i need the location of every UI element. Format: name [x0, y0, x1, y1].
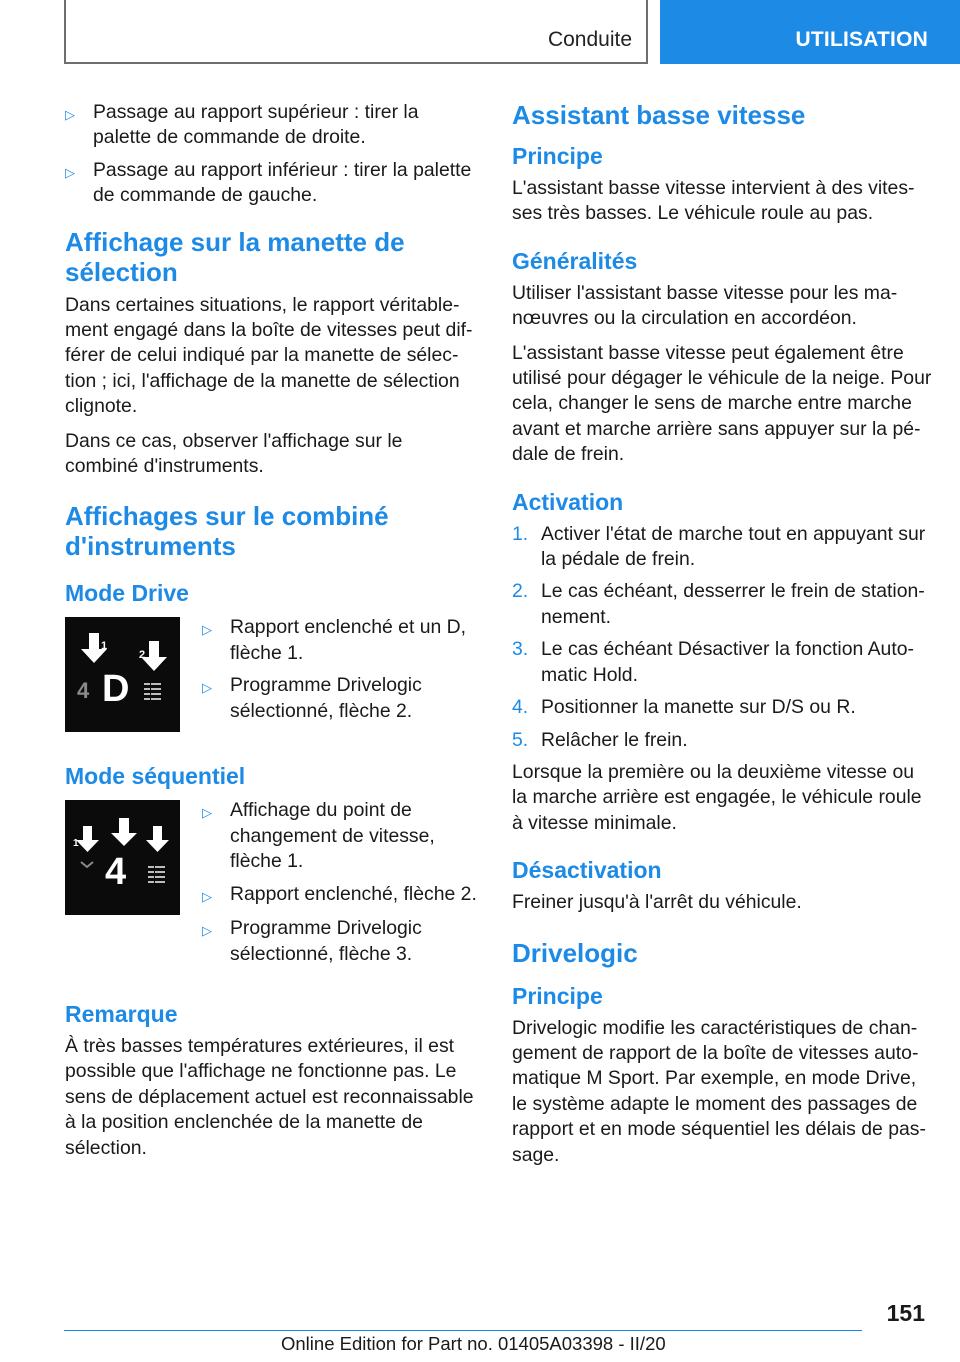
drive-mode-legend: [202, 615, 477, 731]
step-number: 5.: [512, 728, 529, 751]
arrow-number-label: 1: [101, 640, 108, 653]
paragraph: Freiner jusqu'à l'arrêt du véhicule.: [512, 891, 802, 914]
step-text: Positionner la manette sur D/S ou R.: [541, 696, 856, 719]
list-item-text: Programme Drivelogic sélectionné, flèche 2.: [230, 674, 422, 722]
step-text: Relâcher le frein.: [541, 728, 688, 751]
triangle-bullet-icon: ▷: [202, 622, 212, 638]
arrow-down-icon: [76, 826, 99, 852]
chapter-title: UTILISATION: [795, 28, 928, 51]
list-item-text: Rapport enclenché, flèche 2.: [230, 882, 477, 905]
small-gear-label: 4: [77, 678, 90, 704]
triangle-bullet-icon: ▷: [65, 107, 75, 122]
list-item: [512, 728, 932, 753]
heading-cluster-display: Affichages sur le combiné d'instruments: [65, 501, 389, 562]
drive-mode-display-svg: [65, 617, 180, 732]
arrow-number-label: 2: [139, 649, 146, 662]
list-item: [202, 916, 477, 967]
list-item: [512, 579, 932, 630]
drive-mode-figure-row: [65, 615, 477, 732]
sequential-mode-display-svg: [65, 800, 180, 915]
paragraph: Dans ce cas, observer l'affichage sur le combiné d'instruments.: [65, 429, 403, 478]
list-item: [202, 673, 477, 724]
heading-principle: Principe: [512, 982, 603, 1009]
arrow-number-label: 2: [120, 821, 127, 834]
paragraph: Utiliser l'assistant basse vitesse pour les manœuvres ou la circulation en accordéon.: [512, 281, 898, 330]
footer-edition-text: Online Edition for Part no. 01405A03398 - II/20: [281, 1333, 666, 1354]
heading-sequential-mode: Mode séquentiel: [65, 763, 246, 790]
arrow-number-label: 1: [73, 838, 79, 850]
arrow-number-label: 3: [155, 838, 161, 850]
section-title: Conduite: [547, 28, 632, 51]
heading-general: Généralités: [512, 247, 638, 274]
chevron-down-icon: [81, 862, 93, 867]
paragraph: À très basses températures extérieures, il est possible que l'affichage ne fonctionne pas. Le sens de déplacement actuel est reconnaissable à la position enclenchée de la manette de sélection.: [65, 1034, 474, 1159]
list-item: [512, 637, 932, 688]
step-number: 4.: [512, 696, 529, 719]
heading-principle: Principe: [512, 143, 603, 169]
sequential-mode-legend: [202, 798, 477, 973]
header-chapter-tab: [660, 0, 960, 64]
heading-drive-mode: Mode Drive: [65, 580, 189, 607]
left-column: [65, 100, 477, 1170]
paragraph: L'assistant basse vitesse intervient à des vitesses très basses. Le véhicule roule au pas.: [512, 177, 915, 225]
list-item: [65, 158, 477, 209]
paragraph: L'assistant basse vitesse peut également être utilisé pour dégager le véhicule de la neige. Pour cela, changer le sens de marche entre marche avant et marche arrière sans appuyer sur la pédale de frein.: [512, 341, 932, 466]
list-item: [202, 882, 477, 909]
engaged-gear-label: D: [102, 668, 130, 711]
footer-divider: [64, 1330, 862, 1331]
heading-drivelogic: Drivelogic: [512, 937, 638, 968]
list-item-text: Programme Drivelogic sélectionné, flèche 3.: [230, 917, 422, 965]
heading-selector-display: Affichage sur la manette de sélection: [65, 226, 405, 287]
triangle-bullet-icon: ▷: [202, 888, 212, 904]
drive-mode-display-image: [65, 617, 180, 732]
drivelogic-bars-icon: [144, 683, 161, 700]
step-text: Activer l'état de marche tout en appuyant sur la pédale de frein.: [541, 522, 926, 571]
step-text: Le cas échéant Désactiver la fonction Automatic Hold.: [541, 638, 914, 686]
list-item: [65, 100, 477, 151]
triangle-bullet-icon: ▷: [202, 680, 212, 696]
paragraph: Lorsque la première ou la deuxième vitesse ou la marche arrière est engagée, le véhicule roule à vitesse minimale.: [512, 760, 922, 834]
step-number: 1.: [512, 522, 529, 545]
step-number: 3.: [512, 638, 529, 661]
heading-remark: Remarque: [65, 1000, 178, 1027]
right-column: [512, 100, 932, 1177]
paragraph: Drivelogic modifie les caractéristiques de changement de rapport de la boîte de vitesses automatique M Sport. Par exemple, en mode Drive, le système adapte le moment des passages de rapport et en mode séquentiel les délais de passage.: [512, 1016, 926, 1166]
list-item: [202, 798, 477, 874]
list-item: [512, 695, 932, 720]
list-item-text: Passage au rapport inférieur : tirer la palette de commande de gauche.: [93, 158, 472, 207]
step-number: 2.: [512, 580, 529, 603]
sequential-mode-figure-row: [65, 798, 477, 973]
list-item: [202, 615, 477, 666]
header-section-box: [64, 0, 648, 64]
drivelogic-bars-icon: [148, 866, 165, 883]
step-text: Le cas échéant, desserrer le frein de stationnement.: [541, 580, 925, 628]
triangle-bullet-icon: ▷: [202, 923, 212, 939]
list-item-text: Rapport enclenché et un D, flèche 1.: [230, 616, 467, 664]
engaged-gear-label: 4: [105, 851, 127, 894]
list-item-text: Affichage du point de changement de vitesse, flèche 1.: [230, 799, 435, 873]
sequential-mode-display-image: [65, 800, 180, 915]
triangle-bullet-icon: ▷: [202, 805, 212, 821]
heading-activation: Activation: [512, 488, 624, 515]
triangle-bullet-icon: ▷: [65, 164, 75, 180]
heading-deactivation: Désactivation: [512, 857, 662, 884]
heading-low-speed-assistant: Assistant basse vitesse: [512, 100, 806, 130]
page-number: 151: [886, 1300, 925, 1326]
list-item-text: Passage au rapport supérieur : tirer la palette de commande de droite.: [93, 101, 419, 149]
list-item: [512, 522, 932, 573]
paragraph: Dans certaines situations, le rapport véritablement engagé dans la boîte de vitesses peut différer de celui indiqué par la manette de sélection ; ici, l'affichage de la manette de sélection clignote.: [65, 293, 473, 418]
